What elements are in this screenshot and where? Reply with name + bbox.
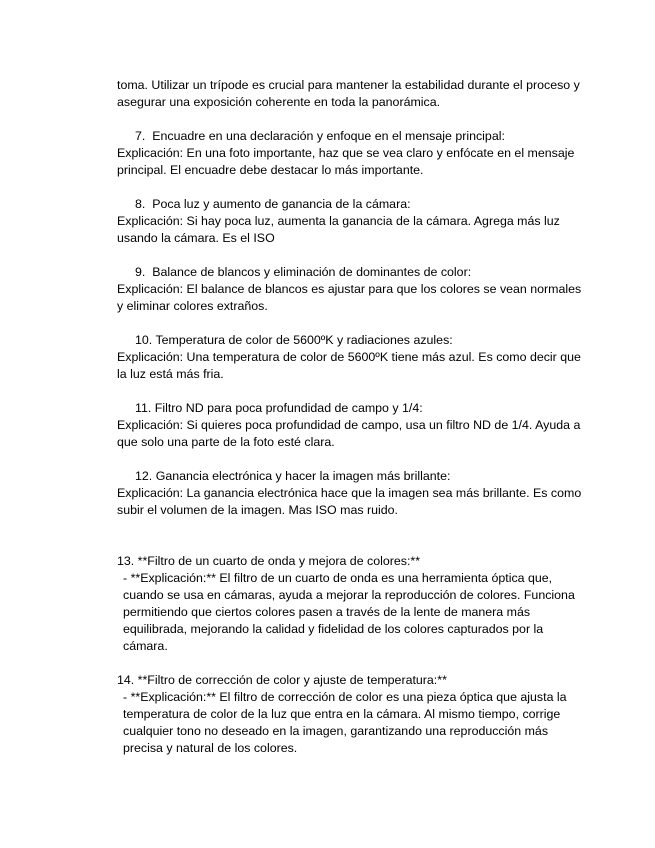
item-title <box>117 264 587 281</box>
markdown-item-body: - **Explicación:** El filtro de corrección de color es una pieza óptica que ajusta la temperatura de color de la luz que entra en la cámara. Al mismo tiempo, corrige cualquier tono no deseado en la imagen, garantizando una reproducción más precisa y natural de los colores. <box>123 690 567 755</box>
item-title-text: Encuadre en una declaración y enfoque en el mensaje principal: <box>152 129 505 143</box>
list-item-9 <box>117 264 587 315</box>
item-title <box>117 400 587 417</box>
document-page <box>117 77 587 757</box>
list-item-10 <box>117 332 587 383</box>
list-item-7 <box>117 128 587 179</box>
markdown-item-13 <box>117 553 587 655</box>
item-title-text: Balance de blancos y eliminación de dominantes de color: <box>152 265 472 279</box>
item-explanation: Explicación: La ganancia electrónica hace que la imagen sea más brillante. Es como subir el volumen de la imagen. Mas ISO mas ruido. <box>117 486 582 517</box>
item-number: 9. <box>135 265 146 279</box>
item-title-text: Poca luz y aumento de ganancia de la cámara: <box>152 197 411 211</box>
item-explanation: Explicación: En una foto importante, haz que se vea claro y enfócate en el mensaje principal. El encuadre debe destacar lo más importante. <box>117 146 575 177</box>
markdown-item-title: 13. **Filtro de un cuarto de onda y mejora de colores:** <box>117 554 421 568</box>
item-title-text: Temperatura de color de 5600ºK y radiaciones azules: <box>155 333 453 347</box>
list-item-12 <box>117 468 587 519</box>
intro-paragraph: toma. Utilizar un trípode es crucial para mantener la estabilidad durante el proceso y asegurar una exposición coherente en toda la panorámica. <box>117 78 580 109</box>
item-title-text: Ganancia electrónica y hacer la imagen más brillante: <box>155 469 451 483</box>
item-number: 7. <box>135 129 146 143</box>
list-item-11 <box>117 400 587 451</box>
list-item-8 <box>117 196 587 247</box>
item-number: 10. <box>135 333 153 347</box>
item-explanation: Explicación: Una temperatura de color de 5600ºK tiene más azul. Es como decir que la luz está más fria. <box>117 350 581 381</box>
markdown-item-title: 14. **Filtro de corrección de color y ajuste de temperatura:** <box>117 673 447 687</box>
item-explanation: Explicación: Si quieres poca profundidad de campo, usa un filtro ND de 1/4. Ayuda a que solo una parte de la foto esté clara. <box>117 418 581 449</box>
item-number: 12. <box>135 469 153 483</box>
item-explanation: Explicación: El balance de blancos es ajustar para que los colores se vean normales y eliminar colores extraños. <box>117 282 582 313</box>
item-title <box>117 332 587 349</box>
item-title <box>117 468 587 485</box>
item-number: 8. <box>135 197 146 211</box>
spacer <box>117 519 587 536</box>
item-title <box>117 196 587 213</box>
markdown-item-body: - **Explicación:** El filtro de un cuarto de onda es una herramienta óptica que, cuando se usa en cámaras, ayuda a mejorar la reproducción de colores. Funciona permitiendo que ciertos colores pasen a través de la lente de manera más equilibrada, mejorando la calidad y fidelidad de los colores capturados por la cámara. <box>123 571 575 653</box>
spacer <box>117 536 587 553</box>
item-title <box>117 128 587 145</box>
item-explanation: Explicación: Si hay poca luz, aumenta la ganancia de la cámara. Agrega más luz usando la cámara. Es el ISO <box>117 214 560 245</box>
item-number: 11. <box>135 401 152 415</box>
markdown-item-14 <box>117 672 587 757</box>
item-title-text: Filtro ND para poca profundidad de campo y 1/4: <box>154 401 423 415</box>
